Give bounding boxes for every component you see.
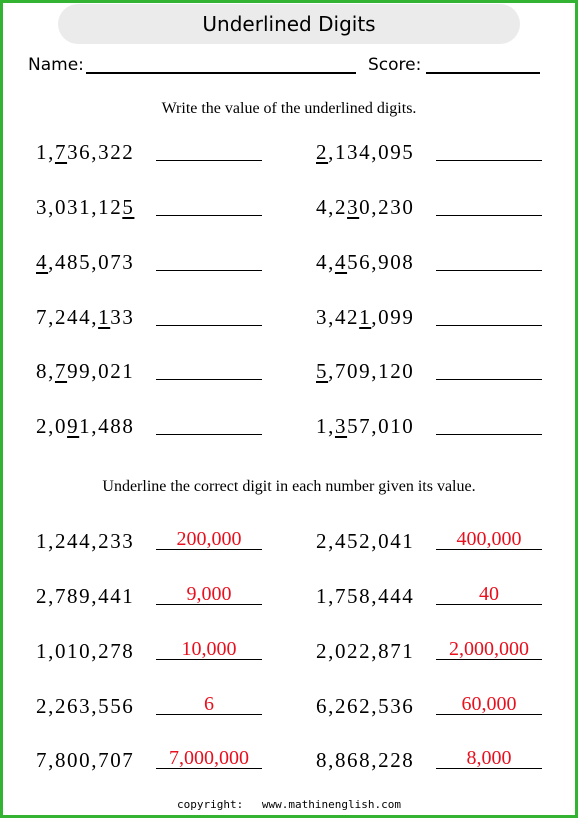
problem-number bbox=[36, 195, 134, 220]
answer-line bbox=[436, 604, 542, 605]
given-value: 200,000 bbox=[176, 528, 242, 550]
answer-line bbox=[436, 714, 542, 715]
problem-number[interactable]: 8,868,228 bbox=[316, 748, 415, 772]
given-value: 40 bbox=[479, 583, 499, 605]
answer-line bbox=[156, 659, 262, 660]
answer-line[interactable] bbox=[436, 434, 542, 435]
answer-line bbox=[156, 604, 262, 605]
number-suffix: ,134,095 bbox=[328, 140, 415, 164]
problem-number bbox=[316, 250, 414, 275]
number-prefix: 8, bbox=[36, 359, 55, 383]
given-value: 8,000 bbox=[466, 747, 512, 769]
underlined-digit: 7 bbox=[54, 140, 68, 164]
problem-number bbox=[36, 140, 134, 165]
worksheet-title: Underlined Digits bbox=[58, 4, 520, 44]
problem-number bbox=[316, 195, 414, 220]
answer-line[interactable] bbox=[436, 215, 542, 216]
problem-number[interactable]: 6,262,536 bbox=[316, 694, 415, 718]
instructions-part2: Underline the correct digit in each number given its value. bbox=[102, 478, 476, 495]
answer-line[interactable] bbox=[156, 270, 262, 271]
underlined-digit: 2 bbox=[316, 140, 329, 164]
given-value: 60,000 bbox=[461, 693, 517, 715]
answer-line bbox=[436, 768, 542, 769]
underlined-digit: 4 bbox=[36, 250, 49, 274]
number-suffix: 99,021 bbox=[67, 359, 135, 383]
answer-line[interactable] bbox=[156, 325, 262, 326]
score-label: Score: bbox=[368, 55, 422, 75]
number-prefix: 2,0 bbox=[36, 414, 68, 438]
problem-number bbox=[316, 140, 414, 165]
underlined-digit: 3 bbox=[347, 195, 360, 219]
problem-number bbox=[36, 250, 134, 275]
underlined-digit: 1 bbox=[98, 305, 111, 329]
answer-line bbox=[156, 768, 262, 769]
number-prefix: 7,244, bbox=[36, 305, 99, 329]
underlined-digit: 5 bbox=[316, 359, 329, 383]
problem-number[interactable]: 1,244,233 bbox=[36, 529, 135, 553]
problem-number bbox=[36, 305, 134, 330]
number-suffix: 56,908 bbox=[347, 250, 415, 274]
number-suffix: ,099 bbox=[371, 305, 415, 329]
answer-line[interactable] bbox=[156, 160, 262, 161]
footer bbox=[0, 798, 578, 811]
number-suffix: 1,488 bbox=[79, 414, 135, 438]
given-value: 10,000 bbox=[181, 638, 237, 660]
answer-line[interactable] bbox=[436, 379, 542, 380]
problem-number bbox=[316, 414, 414, 439]
answer-line[interactable] bbox=[156, 434, 262, 435]
problem-number bbox=[36, 359, 134, 384]
number-prefix: 4, bbox=[316, 250, 335, 274]
number-suffix: ,709,120 bbox=[328, 359, 415, 383]
number-suffix: 36,322 bbox=[67, 140, 135, 164]
problem-number bbox=[316, 359, 414, 384]
underlined-digit: 7 bbox=[54, 359, 68, 383]
score-line bbox=[426, 72, 540, 74]
answer-line[interactable] bbox=[436, 325, 542, 326]
given-value: 6 bbox=[204, 693, 214, 715]
problem-number[interactable]: 2,263,556 bbox=[36, 694, 135, 718]
problem-number[interactable]: 2,452,041 bbox=[316, 529, 415, 553]
given-value: 9,000 bbox=[186, 583, 232, 605]
answer-line[interactable] bbox=[156, 379, 262, 380]
number-prefix: 4,2 bbox=[316, 195, 348, 219]
problem-number bbox=[36, 414, 134, 439]
number-suffix: ,485,073 bbox=[48, 250, 135, 274]
given-value: 2,000,000 bbox=[449, 638, 529, 660]
number-prefix: 1, bbox=[316, 414, 335, 438]
problem-number[interactable]: 2,022,871 bbox=[316, 639, 415, 663]
underlined-digit: 9 bbox=[67, 414, 80, 438]
answer-line bbox=[156, 549, 262, 550]
answer-line bbox=[436, 549, 542, 550]
number-prefix: 1, bbox=[36, 140, 55, 164]
underlined-digit: 4 bbox=[334, 250, 348, 274]
name-label: Name: bbox=[28, 55, 84, 75]
problem-number[interactable]: 7,800,707 bbox=[36, 748, 135, 772]
underlined-digit: 5 bbox=[122, 195, 135, 219]
problem-number bbox=[316, 305, 414, 330]
number-suffix: 33 bbox=[110, 305, 135, 329]
number-suffix: 57,010 bbox=[347, 414, 415, 438]
problem-number[interactable]: 2,789,441 bbox=[36, 584, 135, 608]
answer-line[interactable] bbox=[156, 215, 262, 216]
number-suffix: 0,230 bbox=[359, 195, 415, 219]
instructions-part1: Write the value of the underlined digits. bbox=[161, 100, 417, 117]
footer-copyright: copyright: bbox=[177, 798, 244, 811]
answer-line bbox=[156, 714, 262, 715]
underlined-digit: 3 bbox=[334, 414, 348, 438]
answer-line bbox=[436, 659, 542, 660]
given-value: 400,000 bbox=[456, 528, 522, 550]
number-prefix: 3,031,12 bbox=[36, 195, 123, 219]
answer-line[interactable] bbox=[436, 160, 542, 161]
problem-number[interactable]: 1,010,278 bbox=[36, 639, 135, 663]
underlined-digit: 1 bbox=[359, 305, 372, 329]
footer-site: www.mathinenglish.com bbox=[261, 798, 401, 811]
answer-line[interactable] bbox=[436, 270, 542, 271]
problem-number[interactable]: 1,758,444 bbox=[316, 584, 415, 608]
number-prefix: 3,42 bbox=[316, 305, 360, 329]
name-line bbox=[86, 72, 356, 74]
given-value: 7,000,000 bbox=[169, 747, 249, 769]
